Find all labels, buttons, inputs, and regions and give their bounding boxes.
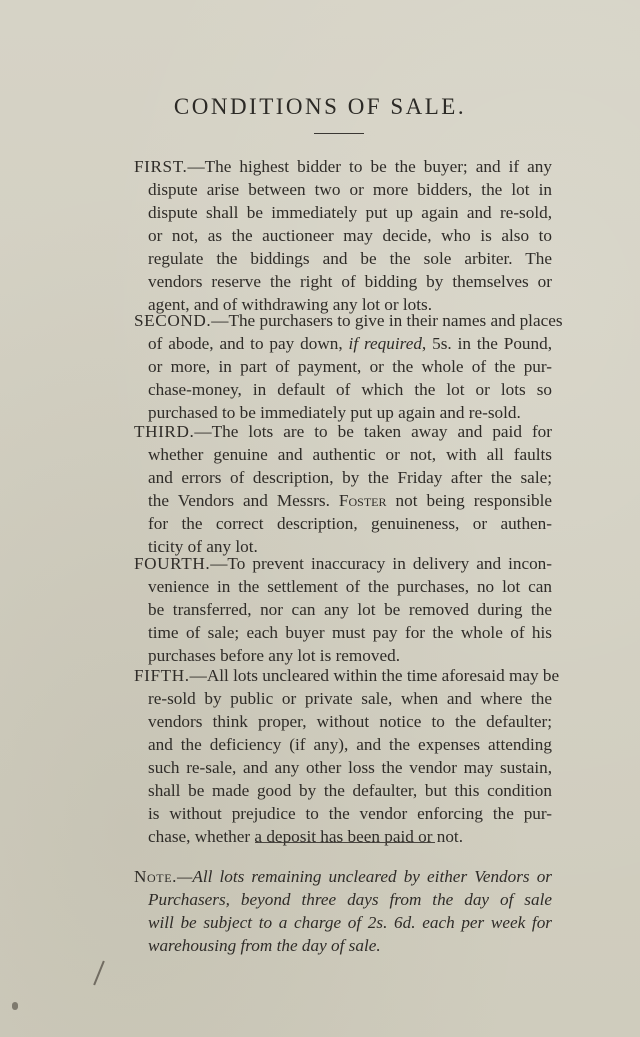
condition-line: re-sold by public or private sale, when and where the [148,689,552,708]
condition-second [134,309,563,424]
condition-line: dispute shall be immediately put up again and re-sold, [148,203,552,222]
condition-lead: FIFTH. [134,666,190,685]
condition-line: is without prejudice to the vendor enforcing the pur- [148,804,552,823]
note-divider [255,842,435,843]
condition-line: THIRD.—The lots are to be taken away and paid for [134,422,552,441]
condition-lead: SECOND. [134,311,212,330]
condition-line: shall be made good by the defaulter, but this condition [148,781,552,800]
pencil-mark [93,961,105,986]
condition-line: FIFTH.—All lots uncleared within the time aforesaid may be [134,666,560,685]
condition-line: purchased to be immediately put up again and re-sold. [148,403,521,422]
condition-line: chase, whether a deposit has been paid or not. [148,827,463,846]
note-line: warehousing from the day of sale. [148,936,381,955]
note-lead: Note. [134,867,178,886]
condition-line: and the deficiency (if any), and the expenses attending [148,735,552,754]
condition-line: for the correct description, genuineness, or authen- [148,514,552,533]
condition-line: regulate the biddings and be the sole arbiter. The [148,249,552,268]
condition-line: purchases before any lot is removed. [148,646,400,665]
condition-line: venience in the settlement of the purchases, no lot can [148,577,552,596]
condition-line: time of sale; each buyer must pay for the whole of his [148,623,552,642]
note-line: Note.—All lots remaining uncleared by either Vendors or [134,867,552,886]
condition-lead: FIRST. [134,157,188,176]
small-caps-name: Foster [338,491,387,510]
note-block [134,865,552,957]
condition-fifth [134,664,560,848]
condition-line: whether genuine and authentic or not, with all faults [148,445,552,464]
note-line: will be subject to a charge of 2s. 6d. each per week for [148,913,552,932]
condition-line: the Vendors and Messrs. Foster not being responsible [148,491,552,510]
condition-line: dispute arise between two or more bidders, the lot in [148,180,552,199]
condition-fourth [134,552,552,667]
condition-line: FOURTH.—To prevent inaccuracy in delivery and incon- [134,554,552,573]
condition-line: of abode, and to pay down, if required, 5s. in the Pound, [148,334,552,353]
condition-line: vendors reserve the right of bidding by themselves or [148,272,552,291]
condition-line: vendors think proper, without notice to the defaulter; [148,712,552,731]
condition-line: SECOND.—The purchasers to give in their names and places [134,311,563,330]
condition-lead: FOURTH. [134,554,211,573]
ink-spot [12,1002,18,1010]
condition-line: FIRST.—The highest bidder to be the buyer; and if any [134,157,552,176]
condition-line: be transferred, nor can any lot be removed during the [148,600,552,619]
condition-first [134,155,552,316]
condition-line: such re-sale, and any other loss the vendor may sustain, [148,758,552,777]
condition-line: or not, as the auctioneer may decide, who is also to [148,226,552,245]
italic-phrase: if required [348,334,422,353]
condition-line: and errors of description, by the Friday after the sale; [148,468,552,487]
title-divider [314,133,364,134]
condition-lead: THIRD. [134,422,195,441]
condition-line: agent, and of withdrawing any lot or lots. [148,295,433,314]
page-title: CONDITIONS OF SALE. [173,94,467,119]
note-line: Purchasers, beyond three days from the day of sale [148,890,552,909]
condition-line: chase-money, in default of which the lot or lots so [148,380,552,399]
condition-third [134,420,552,558]
condition-line: ticity of any lot. [148,537,258,556]
condition-line: or more, in part of payment, or the whole of the pur- [148,357,552,376]
